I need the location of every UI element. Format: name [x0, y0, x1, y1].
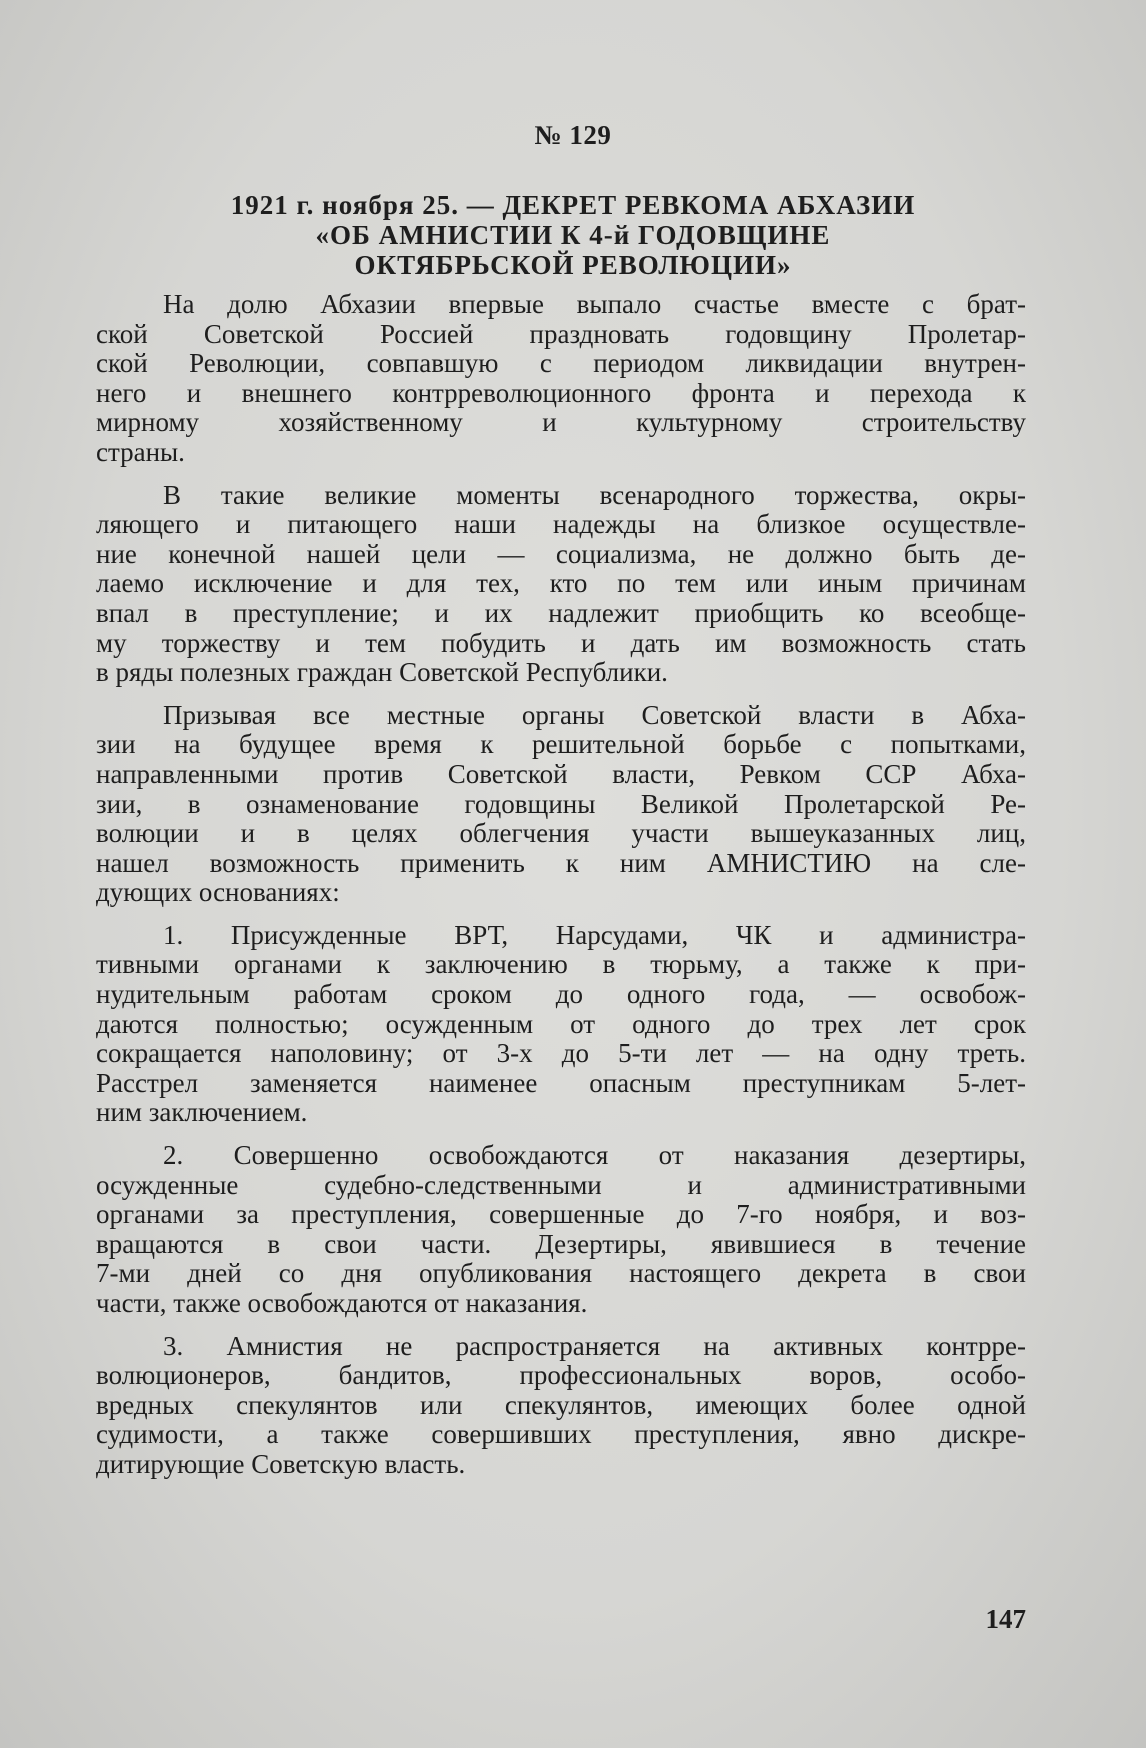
text-line: судимости, а также совершивших преступления, явно дискре-	[96, 1419, 1026, 1450]
text-line: му торжеству и тем побудить и дать им возможность стать	[96, 627, 1026, 658]
text-line: вредных спекулянтов или спекулянтов, имеющих более одной	[96, 1389, 1026, 1420]
text-line: ской Революции, совпавшую с периодом ликвидации внутрен-	[96, 348, 1026, 379]
paragraph	[96, 701, 1026, 908]
text-line: зии, в ознаменование годовщины Великой Пролетарской Ре-	[96, 788, 1026, 819]
text-line: 3. Амнистия не распространяется на активных контрре-	[163, 1330, 1026, 1361]
text-line: части, также освобождаются от наказания.	[96, 1288, 588, 1318]
text-line: впал в преступление; и их надлежит приобщить ко всеобще-	[96, 597, 1026, 628]
text-line: ляющего и питающего наши надежды на близкое осуществле-	[96, 509, 1026, 540]
text-line: На долю Абхазии впервые выпало счастье вместе с брат-	[163, 289, 1026, 319]
text-line: осужденные судебно-следственными и административными	[96, 1169, 1026, 1200]
paragraph	[96, 1332, 1026, 1480]
paragraph	[96, 921, 1026, 1128]
text-line: 2. Совершенно освобождаются от наказания дезертиры,	[163, 1140, 1026, 1171]
text-line: волюционеров, бандитов, профессиональных воров, особо-	[96, 1360, 1026, 1391]
paragraph	[96, 1141, 1026, 1319]
text-line: ние конечной нашей цели — социализма, не должно быть де-	[96, 538, 1026, 569]
text-line: дитирующие Советскую власть.	[96, 1448, 466, 1479]
text-line: в ряды полезных граждан Советской Республики.	[96, 657, 668, 688]
text-line: 1. Присужденные ВРТ, Нарсудами, ЧК и администра-	[163, 919, 1026, 950]
text-line: нашел возможность применить к ним АМНИСТИЮ на сле-	[96, 847, 1026, 878]
text-line: Призывая все местные органы Советской власти в Абха-	[163, 699, 1026, 730]
document-heading	[0, 190, 1146, 280]
document-number: № 129	[534, 120, 612, 150]
heading-line: 1921 г. ноября 25. — ДЕКРЕТ РЕВКОМА АБХАЗИИ	[230, 190, 916, 220]
text-line: зии на будущее время к решительной борьбе с попытками,	[96, 729, 1026, 760]
text-line: ним заключением.	[96, 1097, 308, 1128]
text-line: дующих основаниях:	[96, 877, 340, 908]
document-body	[96, 290, 1026, 1493]
text-line: волюции и в целях облегчения участи вышеуказанных лиц,	[96, 818, 1026, 849]
text-line: него и внешнего контрреволюционного фронта и перехода к	[96, 377, 1026, 408]
text-line: лаемо исключение и для тех, кто по тем или иным причинам	[96, 568, 1026, 599]
text-line: вращаются в свои части. Дезертиры, явившиеся в течение	[96, 1228, 1026, 1259]
text-line: ской Советской Россией праздновать годовщину Пролетар-	[96, 318, 1026, 349]
text-line: сокращается наполовину; от 3-х до 5-ти лет — на одну треть.	[96, 1038, 1026, 1069]
text-line: страны.	[96, 436, 185, 467]
text-line: В такие великие моменты всенародного торжества, окры-	[163, 479, 1026, 510]
text-line: тивными органами к заключению в тюрьму, а также к при-	[96, 949, 1026, 980]
heading-line: ОКТЯБРЬСКОЙ РЕВОЛЮЦИИ»	[354, 250, 792, 280]
text-line: нудительным работам сроком до одного года, — освобож-	[96, 979, 1026, 1010]
page-number: 147	[985, 1604, 1026, 1634]
text-line: мирному хозяйственному и культурному строительству	[96, 407, 1026, 438]
paragraph	[96, 481, 1026, 688]
text-line: Расстрел заменяется наименее опасным преступникам 5-лет-	[96, 1067, 1026, 1098]
text-line: органами за преступления, совершенные до 7-го ноября, и воз-	[96, 1199, 1026, 1230]
paragraph	[96, 290, 1026, 468]
text-line: 7-ми дней со дня опубликования настоящего декрета в свои	[96, 1258, 1026, 1289]
text-line: даются полностью; осужденным от одного до трех лет срок	[96, 1008, 1026, 1039]
text-line: направленными против Советской власти, Ревком ССР Абха-	[96, 758, 1026, 789]
heading-line: «ОБ АМНИСТИИ К 4-й ГОДОВЩИНЕ	[315, 220, 831, 250]
